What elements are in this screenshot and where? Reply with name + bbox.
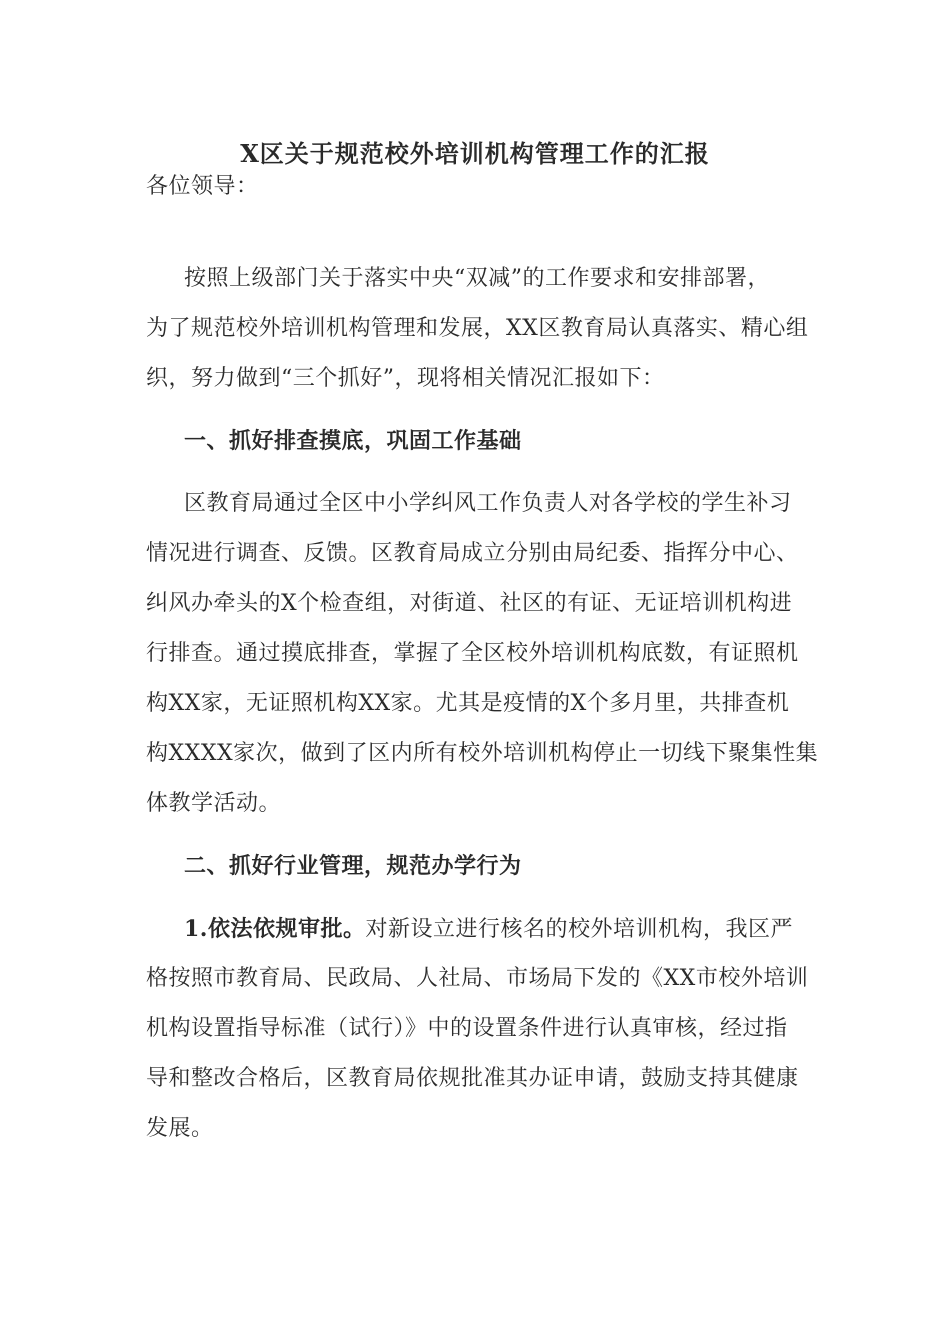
intro-line: 按照上级部门关于落实中央“双减”的工作要求和安排部署，: [184, 266, 770, 291]
section-1-line: 区教育局通过全区中小学纠风工作负责人对各学校的学生补习: [184, 491, 792, 516]
section-2-heading: 二、抓好行业管理，规范办学行为: [184, 853, 522, 879]
section-2-item-1-first-line: [184, 912, 844, 947]
section-1-line: 情况进行调查、反馈。区教育局成立分别由局纪委、指挥分中心、: [146, 541, 799, 566]
item-1-label: 1.依法依规审批。: [184, 916, 366, 942]
section-1-line: 体教学活动。: [146, 791, 282, 816]
document-title: X区关于规范校外培训机构管理工作的汇报: [240, 139, 710, 168]
intro-line: 为了规范校外培训机构管理和发展，XX区教育局认真落实、精心组: [146, 316, 809, 341]
section-2-line: 格按照市教育局、民政局、人社局、市场局下发的《XX市校外培训: [146, 966, 809, 991]
section-1-line: 构XXXX家次，做到了区内所有校外培训机构停止一切线下聚集性集: [146, 741, 819, 766]
section-1-line: 纠风办牵头的X个检查组，对街道、社区的有证、无证培训机构进: [146, 591, 793, 616]
section-2-line: 机构设置指导标准（试行）》中的设置条件进行认真审核，经过指: [146, 1016, 788, 1041]
section-2-line: 发展。: [146, 1116, 214, 1141]
salutation: 各位领导：: [146, 174, 259, 199]
section-1-line: 行排查。通过摸底排查，掌握了全区校外培训机构底数，有证照机: [146, 641, 799, 666]
section-1-heading: 一、抓好排查摸底，巩固工作基础: [184, 428, 522, 454]
intro-line: 织，努力做到“三个抓好”，现将相关情况汇报如下：: [146, 366, 665, 391]
section-2-line: 导和整改合格后，区教育局依规批准其办证申请，鼓励支持其健康: [146, 1066, 799, 1091]
item-1-text: 对新设立进行核名的校外培训机构，我区严: [365, 917, 793, 942]
section-1-line: 构XX家，无证照机构XX家。尤其是疫情的X个多月里，共排查机: [146, 691, 790, 716]
